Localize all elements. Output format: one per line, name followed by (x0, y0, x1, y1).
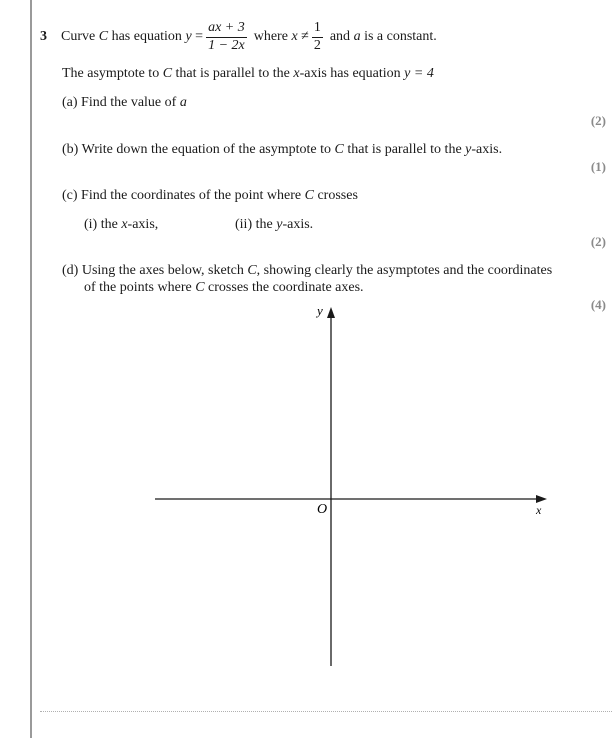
stem-y-var: y (185, 29, 192, 44)
part-d-marks: (4) (590, 297, 606, 312)
stem-neq: ≠ (301, 29, 309, 44)
part-c-curve: C (304, 188, 314, 203)
part-c-label: (c) (62, 188, 78, 203)
part-c-sub-ii-axis: y (276, 217, 283, 232)
stem-where: where (253, 29, 288, 44)
stem-a-var: a (353, 29, 361, 44)
part-b-label: (b) (62, 142, 79, 157)
part-b-text1: Write down the equation of the asymptote to (81, 142, 332, 157)
part-d-line2-post: crosses the coordinate axes. (208, 280, 364, 295)
part-c-sub-i-post: -axis, (127, 217, 159, 232)
part-d-line2-curve: C (195, 280, 205, 295)
part-a-marks: (2) (590, 113, 606, 128)
stem-numerator: ax + 3 (206, 21, 247, 38)
part-d-line1-curve: C (247, 263, 257, 278)
part-c-sub-ii-pre: the (255, 217, 273, 232)
stem-intro: Curve (61, 29, 96, 44)
asymptote-curve: C (162, 66, 173, 81)
part-c-marks: (2) (590, 234, 606, 249)
asymptote-suffix: -axis has equation (299, 66, 401, 81)
part-c-sub-i-axis: x (121, 217, 128, 232)
stem-equals: = (195, 29, 204, 44)
part-c-sub-i-pre: the (100, 217, 118, 232)
part-b-marks: (1) (590, 159, 606, 174)
y-axis-arrow-icon (327, 307, 335, 318)
asymptote-axis: x (293, 66, 300, 81)
x-axis-arrow-icon (536, 495, 547, 503)
part-d-line1-post: , showing clearly the asymptotes and the coordinates (256, 263, 553, 278)
bottom-dotted-rule (40, 711, 612, 712)
asymptote-prefix: The asymptote to (62, 66, 160, 81)
part-c-text2: crosses (317, 188, 358, 203)
part-d-line1-pre: Using the axes below, sketch (81, 263, 244, 278)
asymptote-mid: that is parallel to the (175, 66, 290, 81)
part-b-text3: -axis. (471, 142, 503, 157)
stem-x-var: x (291, 29, 298, 44)
stem-curve-name: C (98, 29, 109, 44)
stem-half-num: 1 (312, 21, 323, 38)
part-a-text: Find the value of (81, 95, 177, 110)
asymptote-equation: y = 4 (404, 66, 434, 81)
question-number: 3 (40, 29, 47, 44)
stem-has-equation: has equation (111, 29, 182, 44)
part-a-label: (a) (62, 95, 78, 110)
part-c-sub-i-label: (i) (84, 217, 98, 232)
stem-denominator: 1 − 2x (208, 37, 245, 53)
part-c-sub-ii-post: -axis. (282, 217, 314, 232)
x-axis-label: x (536, 503, 542, 517)
part-d-label: (d) (62, 263, 79, 278)
stem-and: and (329, 29, 351, 44)
stem-half-den: 2 (313, 37, 321, 53)
part-b-curve: C (334, 142, 344, 157)
part-a-var: a (179, 95, 187, 110)
part-d-line2-pre: of the points where (84, 280, 192, 295)
part-c-text1: Find the coordinates of the point where (81, 188, 302, 203)
part-b-axis: y (465, 142, 472, 157)
part-c-sub-ii-label: (ii) (235, 217, 253, 232)
stem-constant: is a constant. (364, 29, 437, 44)
part-b-text2: that is parallel to the (347, 142, 462, 157)
origin-label: O (317, 502, 328, 517)
y-axis-label: y (317, 303, 323, 318)
